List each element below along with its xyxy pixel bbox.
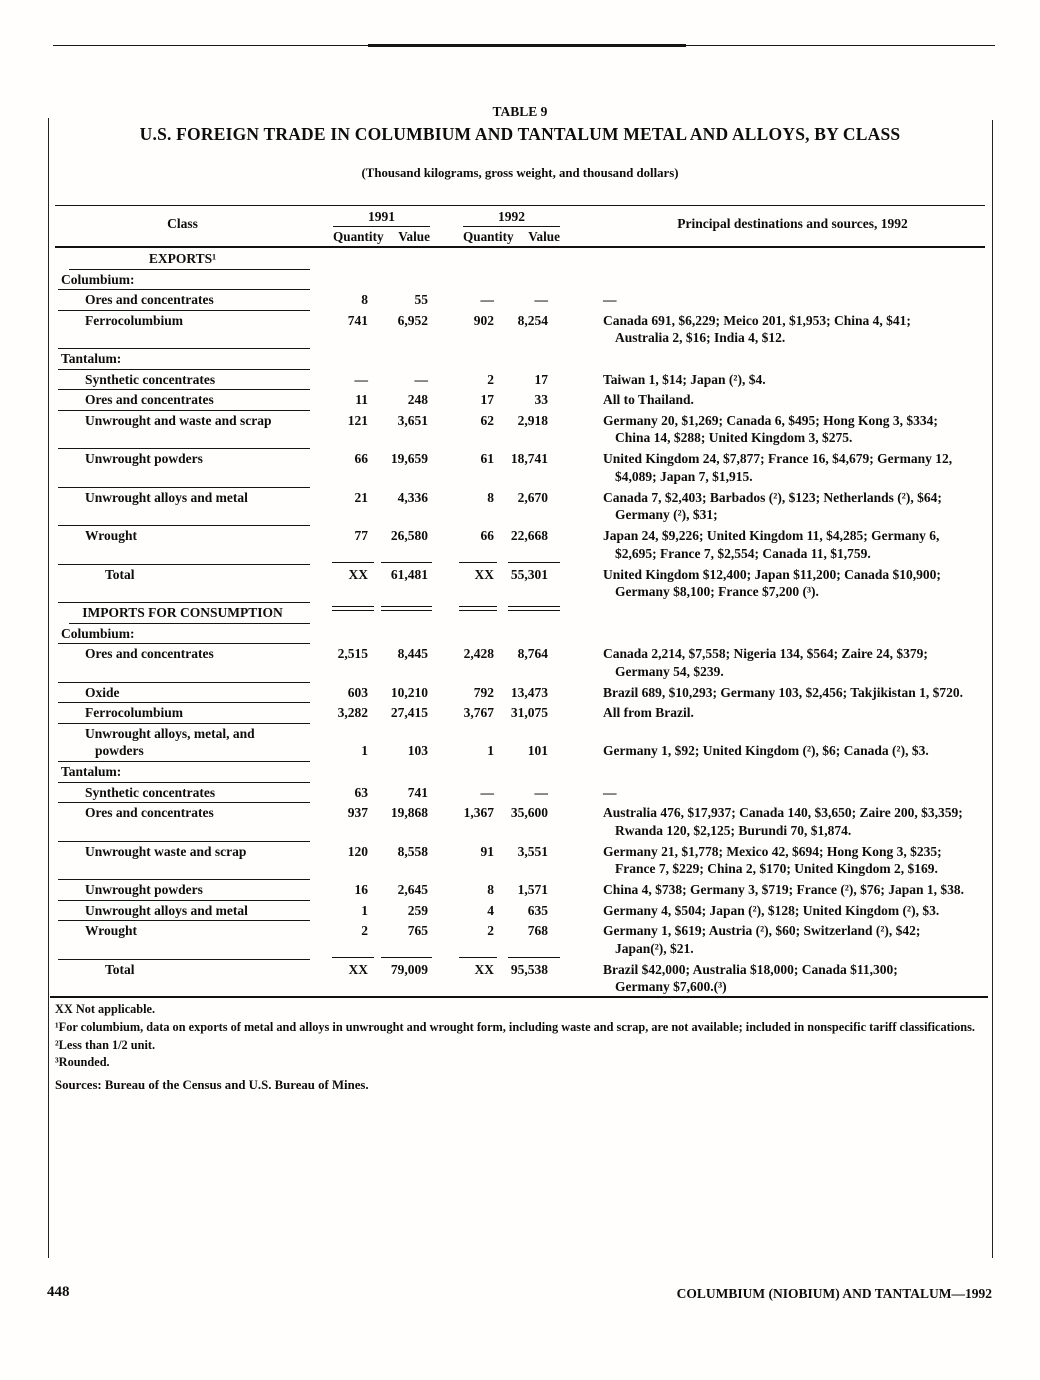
table-row (55, 920, 985, 959)
table-row (55, 369, 985, 390)
footnote: ³Rounded. (55, 1055, 110, 1070)
table-row (55, 959, 985, 998)
class-label-line: Oxide (85, 684, 120, 700)
value-1991-cell: 19,659 (390, 451, 428, 466)
class-label-line: Columbium: (61, 625, 135, 641)
quantity-1992-cell: 2,428 (463, 646, 494, 661)
value-1991-header: Value (398, 229, 430, 244)
class-label-line: Unwrought powders (85, 451, 203, 466)
destinations-line: Germany (²), $31; (615, 507, 718, 522)
table-row (55, 310, 985, 349)
destinations-line: Australia 476, $17,937; Canada 140, $3,650; Zaire 200, $3,359; (603, 805, 963, 820)
destinations-line: All from Brazil. (603, 705, 694, 720)
quantity-1991-cell: 120 (347, 843, 368, 859)
quantity-1992-cell: 62 (480, 412, 494, 428)
destinations-line: China 14, $288; United Kingdom 3, $275. (615, 430, 853, 445)
destinations-cell (603, 684, 985, 702)
destinations-cell (603, 784, 985, 802)
destinations-cell (603, 843, 985, 878)
table-row (55, 289, 985, 310)
table-row (55, 525, 985, 564)
destinations-column-header: Principal destinations and sources, 1992 (677, 216, 908, 231)
sources-line: Sources: Bureau of the Census and U.S. Bureau of Mines. (55, 1078, 369, 1092)
table-row (55, 602, 985, 623)
table-row (55, 348, 985, 369)
class-label-line: powders (95, 743, 144, 758)
left-page-border (48, 118, 49, 1258)
quantity-1991-cell: 16 (354, 882, 368, 897)
total-overline (459, 957, 497, 958)
quantity-1992-cell: 17 (480, 392, 494, 407)
table-row (55, 389, 985, 410)
value-1991-cell: 741 (407, 784, 428, 800)
total-overline (332, 957, 374, 958)
destinations-cell (603, 902, 985, 920)
value-1991-cell: 3,651 (397, 412, 428, 428)
quantity-1992-cell: XX (474, 566, 494, 582)
class-cell (55, 763, 316, 781)
footnote: ¹For columbium, data on exports of metal and alloys in unwrought and wrought form, including waste and scrap, are not available; included in nonspecific tariff classifications. (55, 1019, 975, 1034)
destinations-cell (603, 804, 985, 839)
class-cell (55, 604, 310, 622)
total-overline (508, 957, 560, 958)
table-row (55, 761, 985, 782)
class-label-line: Unwrought alloys and metal (85, 489, 248, 505)
value-1991-cell: 103 (407, 743, 428, 758)
table-row (55, 682, 985, 703)
class-label-line: Total (105, 566, 135, 582)
class-label-line: Unwrought powders (85, 882, 203, 897)
destinations-line: All to Thailand. (603, 392, 694, 407)
class-label-line: Synthetic concentrates (85, 784, 216, 800)
class-label-line: Unwrought waste and scrap (85, 843, 247, 859)
quantity-1992-cell: 4 (487, 902, 494, 918)
destinations-line: Canada 691, $6,229; Meico 201, $1,953; China 4, $41; (603, 312, 911, 328)
quantity-1991-cell: 63 (354, 784, 368, 800)
class-cell (55, 271, 316, 289)
quantity-1992-header: Quantity (463, 229, 514, 244)
destinations-line: Germany 54, $239. (615, 663, 724, 679)
table-row (55, 248, 985, 269)
class-label-line: Synthetic concentrates (85, 371, 216, 387)
destinations-line: Germany $7,600.(³) (615, 979, 727, 994)
value-1991-cell: 6,952 (397, 312, 428, 328)
year-1991-header-group (333, 209, 430, 245)
footnote: XX Not applicable. (55, 1002, 156, 1016)
destinations-cell (603, 450, 985, 485)
value-1992-cell: 2,918 (517, 412, 548, 428)
page-title: U.S. FOREIGN TRADE IN COLUMBIUM AND TANTALUM METAL AND ALLOYS, BY CLASS (139, 124, 901, 144)
destinations-line: — (603, 292, 617, 307)
running-title: COLUMBIUM (NIOBIUM) AND TANTALUM—1992 (676, 1286, 992, 1301)
table-row (55, 782, 985, 803)
year-1991-label: 1991 (333, 209, 430, 227)
table-row (55, 841, 985, 880)
value-1992-cell: — (534, 784, 548, 800)
quantity-1991-cell: 121 (347, 412, 368, 428)
quantity-1991-cell: 2,515 (337, 646, 368, 661)
table-row (55, 900, 985, 921)
value-1992-cell: 8,254 (517, 312, 548, 328)
value-1992-cell: 1,571 (517, 882, 548, 897)
class-label-line: Unwrought alloys, metal, and (85, 725, 255, 741)
destinations-line: Australia 2, $16; India 4, $12. (615, 330, 786, 345)
table-number-label: TABLE 9 (492, 104, 548, 119)
quantity-1991-cell: 1 (361, 902, 368, 918)
quantity-1991-cell: XX (348, 566, 368, 582)
quantity-1991-cell: 77 (354, 528, 368, 543)
right-page-border (992, 120, 993, 1258)
value-1991-cell: 4,336 (397, 489, 428, 505)
destinations-cell (603, 391, 985, 409)
value-1992-cell: 33 (534, 392, 548, 407)
quantity-1992-cell: 1,367 (463, 805, 494, 820)
destinations-cell (603, 704, 985, 722)
value-1992-cell: 3,551 (517, 843, 548, 859)
value-1991-cell: 55 (414, 292, 428, 307)
table-row (55, 802, 985, 841)
destinations-line: Taiwan 1, $14; Japan (²), $4. (603, 371, 766, 387)
quantity-1992-cell: — (480, 784, 494, 800)
value-1991-cell: 79,009 (390, 961, 428, 977)
quantity-1991-cell: 11 (355, 392, 368, 407)
destinations-line: $2,695; France 7, $2,554; Canada 11, $1,759. (615, 545, 871, 561)
value-1992-cell: 8,764 (517, 646, 548, 661)
destinations-line: Germany 1, $619; Austria (²), $60; Switzerland (²), $42; (603, 923, 921, 938)
page-number: 448 (47, 1284, 70, 1300)
table-row (55, 702, 985, 723)
destinations-cell (603, 412, 985, 447)
class-cell (55, 250, 310, 268)
value-1992-cell: 22,668 (510, 528, 548, 543)
destinations-cell (603, 312, 985, 347)
value-1992-cell: 2,670 (517, 489, 548, 505)
value-1992-cell: 768 (527, 923, 548, 938)
class-label-line: Ores and concentrates (85, 292, 214, 307)
destinations-line: Brazil $42,000; Australia $18,000; Canada $11,300; (603, 961, 898, 977)
quantity-1991-cell: 603 (347, 684, 368, 700)
value-1992-cell: 31,075 (510, 705, 548, 720)
value-1991-cell: 765 (407, 923, 428, 938)
destinations-line: United Kingdom 24, $7,877; France 16, $4,679; Germany 12, (603, 451, 953, 466)
destinations-line: — (603, 784, 617, 800)
class-label-line: Unwrought alloys and metal (85, 902, 248, 918)
value-1991-cell: 19,868 (390, 805, 428, 820)
table-row (55, 564, 985, 603)
destinations-line: Rwanda 120, $2,125; Burundi 70, $1,874. (615, 822, 852, 838)
value-1991-cell: 248 (407, 392, 428, 407)
class-cell (55, 625, 316, 643)
value-1992-cell: 95,538 (510, 961, 548, 977)
destinations-cell (603, 527, 985, 562)
year-1992-label: 1992 (463, 209, 560, 227)
class-label-line: Tantalum: (61, 351, 122, 366)
destinations-cell (603, 291, 985, 309)
table-row (55, 448, 985, 487)
class-label-line: Wrought (85, 528, 138, 543)
table-row (55, 723, 985, 762)
value-1992-cell: 55,301 (510, 566, 548, 582)
destinations-cell (603, 566, 985, 601)
destinations-line: United Kingdom $12,400; Japan $11,200; Canada $10,900; (603, 566, 941, 582)
class-label-line: Unwrought and waste and scrap (85, 412, 272, 428)
class-label-line: Wrought (85, 923, 138, 938)
value-1992-cell: 101 (527, 743, 548, 758)
quantity-1991-cell: 21 (354, 489, 368, 505)
quantity-1992-cell: 8 (487, 882, 494, 897)
top-page-rule-thick-segment (368, 44, 686, 47)
destinations-cell (603, 645, 985, 680)
value-1991-cell: 8,445 (397, 646, 428, 661)
quantity-1992-cell: 8 (487, 489, 494, 505)
quantity-1991-cell: XX (348, 961, 368, 977)
value-1991-cell: 2,645 (397, 882, 428, 897)
value-1991-cell: 27,415 (390, 705, 428, 720)
class-column-header: Class (167, 216, 198, 231)
quantity-1991-header: Quantity (333, 229, 384, 244)
destinations-cell (603, 922, 985, 957)
table-top-rule (55, 205, 985, 206)
quantity-1991-cell: 3,282 (337, 705, 368, 720)
value-1992-cell: 35,600 (510, 805, 548, 820)
table-rows (55, 248, 985, 997)
destinations-cell (603, 742, 985, 760)
total-overline (332, 562, 374, 563)
footnote: ²Less than 1/2 unit. (55, 1037, 156, 1052)
table-row (55, 623, 985, 644)
destinations-line: China 4, $738; Germany 3, $719; France (²), $76; Japan 1, $38. (603, 882, 965, 897)
destinations-line: Canada 2,214, $7,558; Nigeria 134, $564; Zaire 24, $379; (603, 646, 928, 661)
class-label-line: IMPORTS FOR CONSUMPTION (82, 605, 283, 620)
class-cell (55, 350, 316, 368)
table-row (55, 269, 985, 290)
quantity-1992-cell: — (480, 292, 494, 307)
value-1991-cell: 259 (407, 902, 428, 918)
quantity-1991-cell: 8 (361, 292, 368, 307)
quantity-1992-cell: 1 (487, 743, 494, 758)
destinations-line: Japan 24, $9,226; United Kingdom 11, $4,285; Germany 6, (603, 528, 940, 543)
destinations-line: France 7, $229; China 2, $170; United Kingdom 2, $169. (615, 861, 938, 876)
value-1991-cell: 61,481 (390, 566, 428, 582)
total-overline (459, 562, 497, 563)
trade-table (55, 205, 985, 998)
value-1991-cell: 8,558 (397, 843, 428, 859)
quantity-1992-cell: 61 (480, 451, 494, 466)
quantity-1992-cell: 66 (480, 528, 494, 543)
quantity-1991-cell: — (354, 371, 368, 387)
quantity-1991-cell: 937 (347, 805, 368, 820)
class-label-line: Ferrocolumbium (85, 312, 183, 328)
destinations-line: Canada 7, $2,403; Barbados (²), $123; Netherlands (²), $64; (603, 489, 942, 505)
class-label-line: Ferrocolumbium (85, 705, 183, 720)
quantity-1991-cell: 66 (354, 451, 368, 466)
total-overline (381, 562, 432, 563)
quantity-1991-cell: 1 (361, 743, 368, 758)
class-label-line: Total (105, 961, 135, 977)
year-1992-header-group (463, 209, 560, 245)
class-label-line: Ores and concentrates (85, 805, 214, 820)
destinations-cell (603, 961, 985, 996)
destinations-line: Germany 21, $1,778; Mexico 42, $694; Hong Kong 3, $235; (603, 843, 942, 859)
table-bottom-rule (50, 996, 988, 998)
class-label-line: EXPORTS¹ (148, 251, 217, 266)
quantity-1991-cell: 741 (347, 312, 368, 328)
destinations-line: Germany 20, $1,269; Canada 6, $495; Hong Kong 3, $334; (603, 412, 938, 428)
destinations-line: $4,089; Japan 7, $1,915. (615, 468, 753, 484)
destinations-cell (603, 371, 985, 389)
quantity-1991-cell: 2 (361, 923, 368, 938)
quantity-1992-cell: 3,767 (463, 705, 494, 720)
destinations-line: Germany 1, $92; United Kingdom (²), $6; Canada (²), $3. (603, 743, 929, 758)
value-1991-cell: 26,580 (390, 528, 428, 543)
quantity-1992-cell: 91 (480, 843, 494, 859)
table-row (55, 643, 985, 682)
total-overline (381, 957, 432, 958)
quantity-1992-cell: 2 (487, 371, 494, 387)
destinations-cell (603, 489, 985, 524)
destinations-line: Germany 4, $504; Japan (²), $128; United Kingdom (²), $3. (603, 902, 940, 918)
table-row (55, 410, 985, 449)
value-1992-cell: 13,473 (510, 684, 548, 700)
destinations-line: Germany $8,100; France $7,200 (³). (615, 584, 819, 599)
table-row (55, 879, 985, 900)
value-1992-cell: 17 (534, 371, 548, 387)
value-1992-header: Value (528, 229, 560, 244)
value-1992-cell: — (534, 292, 548, 307)
destinations-cell (603, 881, 985, 899)
total-overline (508, 562, 560, 563)
destinations-line: Japan(²), $21. (615, 940, 694, 956)
quantity-1992-cell: XX (474, 961, 494, 977)
class-label-line: Tantalum: (61, 764, 122, 779)
quantity-1992-cell: 792 (473, 684, 494, 700)
table-subtitle: (Thousand kilograms, gross weight, and thousand dollars) (361, 166, 679, 180)
table-row (55, 487, 985, 526)
value-1992-cell: 635 (527, 902, 548, 918)
footnotes (55, 1001, 987, 1072)
destinations-line: Brazil 689, $10,293; Germany 103, $2,456; Takjikistan 1, $720. (603, 684, 964, 700)
class-label-line: Ores and concentrates (85, 392, 214, 407)
value-1992-cell: 18,741 (510, 451, 548, 466)
class-label-line: Columbium: (61, 271, 135, 287)
value-1991-cell: — (414, 371, 428, 387)
quantity-1992-cell: 2 (487, 923, 494, 938)
class-label-line: Ores and concentrates (85, 646, 214, 661)
value-1991-cell: 10,210 (390, 684, 428, 700)
quantity-1992-cell: 902 (473, 312, 494, 328)
